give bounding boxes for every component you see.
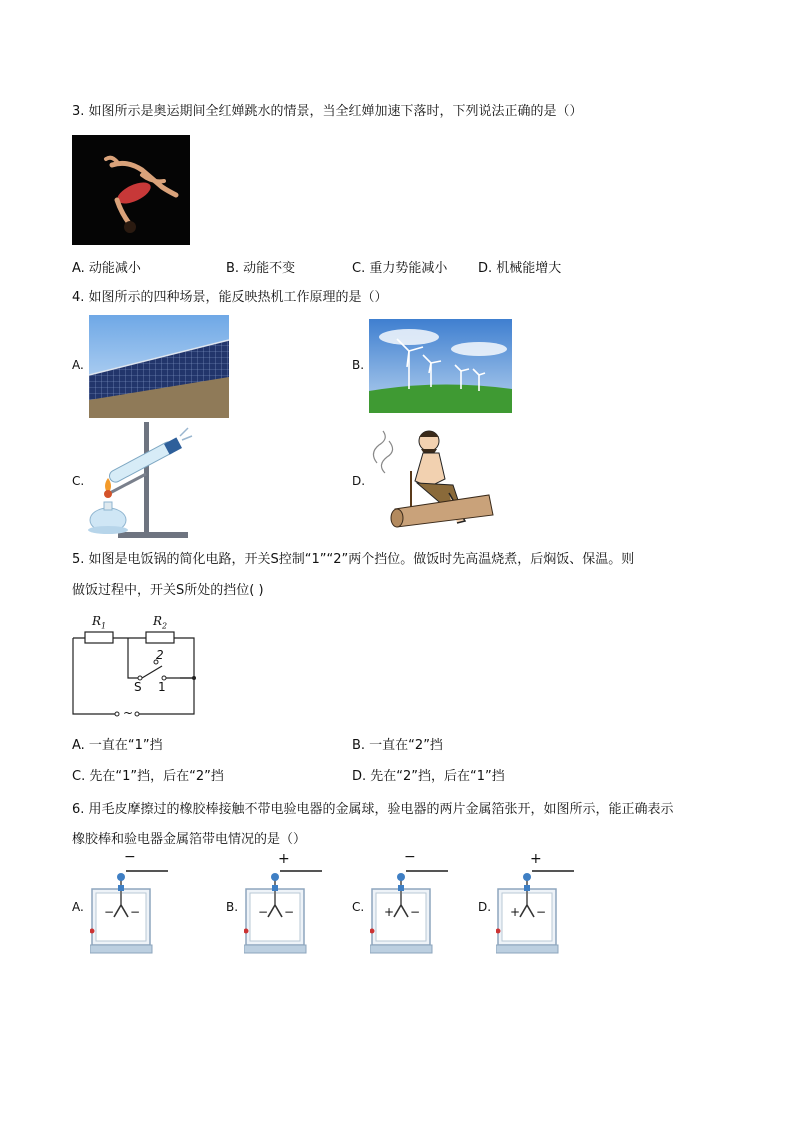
q4-label-c[interactable]: C.: [72, 474, 85, 488]
q4-label-b[interactable]: B.: [352, 358, 365, 372]
leaf-left-charge-b: −: [258, 905, 269, 919]
q6-label-c[interactable]: C.: [352, 900, 365, 914]
fire-drilling-figure: [367, 423, 497, 533]
q4-label-a[interactable]: A.: [72, 358, 84, 372]
leaf-right-charge-d: −: [536, 905, 547, 919]
solar-panel-photo: [89, 315, 229, 418]
rod-charge-d: +: [530, 851, 542, 867]
q5-option-a[interactable]: A. 一直在“1”挡: [72, 738, 163, 753]
electroscope-a: [90, 849, 170, 957]
r1-label: $R_1$: [92, 614, 107, 631]
electroscope-c: [370, 849, 450, 957]
leaf-right-charge-a: −: [130, 905, 141, 919]
test-tube-heating-figure: [88, 420, 198, 542]
q3-option-d[interactable]: D. 机械能增大: [478, 261, 562, 276]
rod-charge-a: −: [124, 849, 136, 865]
q6-label-d[interactable]: D.: [478, 900, 492, 914]
q6-label-a[interactable]: A.: [72, 900, 84, 914]
q6-label-b[interactable]: B.: [226, 900, 239, 914]
q3-option-b[interactable]: B. 动能不变: [226, 261, 296, 276]
electroscope-b: [244, 851, 324, 957]
switch-position-1-label: 1: [158, 680, 166, 694]
q6-stem-line2: 橡胶棒和验电器金属箔带电情况的是（）: [72, 832, 307, 847]
switch-label: S: [134, 680, 142, 694]
q3-stem: 3. 如图所示是奥运期间全红婵跳水的情景，当全红婵加速下落时，下列说法正确的是（）: [72, 104, 583, 119]
diver-photo: [72, 135, 190, 245]
ac-source-label: ~: [123, 706, 134, 720]
q3-option-c[interactable]: C. 重力势能减小: [352, 261, 448, 276]
leaf-right-charge-c: −: [410, 905, 421, 919]
q5-option-c[interactable]: C. 先在“1”挡，后在“2”挡: [72, 769, 224, 784]
rod-charge-c: −: [404, 849, 416, 865]
wind-turbine-photo: [369, 319, 512, 413]
switch-position-2-label: 2: [156, 648, 164, 662]
q4-label-d[interactable]: D.: [352, 474, 366, 488]
q6-stem-line1: 6. 用毛皮摩擦过的橡胶棒接触不带电验电器的金属球，验电器的两片金属箔张开，如图所示，能正确表示: [72, 802, 674, 817]
q4-stem: 4. 如图所示的四种场景，能反映热机工作原理的是（）: [72, 290, 388, 305]
rod-charge-b: +: [278, 851, 290, 867]
q5-stem-line2: 做饭过程中，开关S所处的挡位( ): [72, 583, 264, 598]
q5-option-d[interactable]: D. 先在“2”挡，后在“1”挡: [352, 769, 505, 784]
leaf-left-charge-d: +: [510, 905, 521, 919]
rice-cooker-circuit: [70, 612, 200, 720]
electroscope-d: [496, 851, 576, 957]
q5-option-b[interactable]: B. 一直在“2”挡: [352, 738, 443, 753]
q3-option-a[interactable]: A. 动能减小: [72, 261, 141, 276]
leaf-right-charge-b: −: [284, 905, 295, 919]
r2-label: $R_2$: [153, 614, 168, 631]
leaf-left-charge-a: −: [104, 905, 115, 919]
q5-stem-line1: 5. 如图是电饭锅的简化电路，开关S控制“1”“2”两个挡位。做饭时先高温烧煮，后焖饭、保温。则: [72, 552, 635, 567]
leaf-left-charge-c: +: [384, 905, 395, 919]
